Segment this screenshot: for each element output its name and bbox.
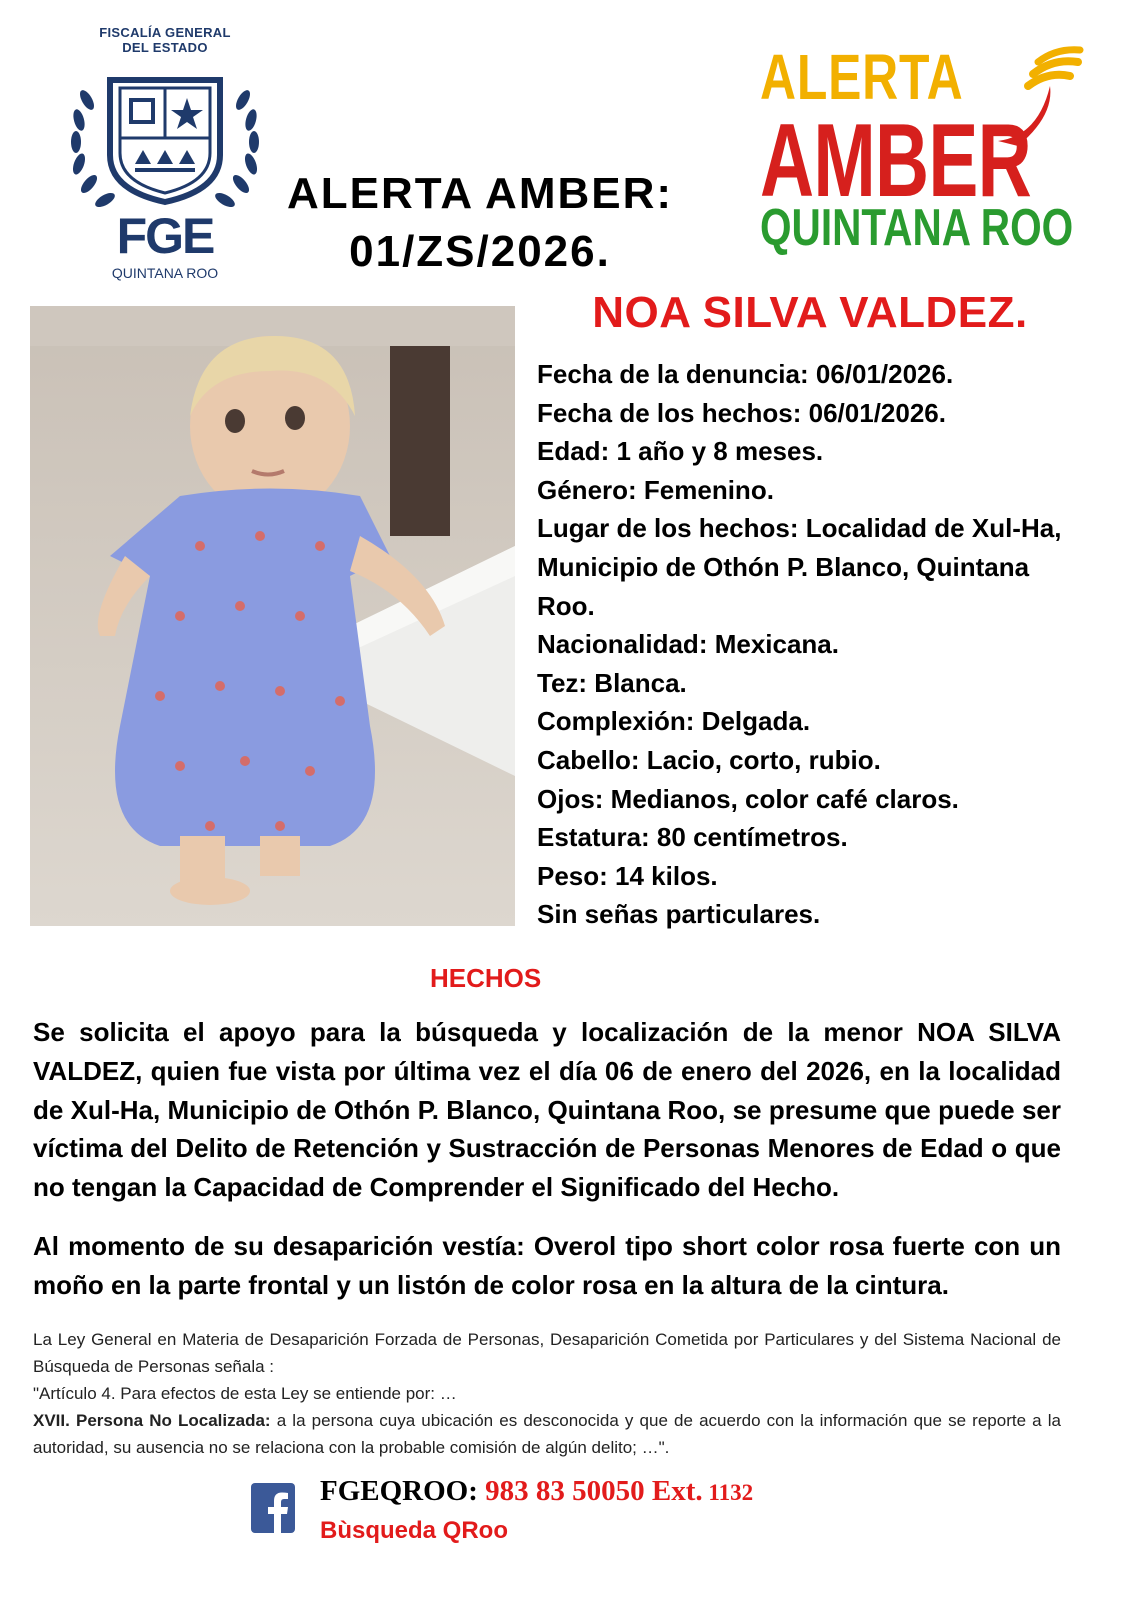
- hechos-paragraph-1: Se solicita el apoyo para la búsqueda y localización de la menor NOA SILVA VALDEZ, quien fue vista por última vez el día 06 de enero del 2026, en la localidad de Xul-Ha, Municipio de Othón P. Blanco, Quintana Roo, se presume que puede ser víctima del Delito de Retención y Sustracción de Personas Menores de Edad o que no tengan la Capacidad de Comprender el Significado del Hecho.: [33, 1017, 1061, 1203]
- detail-marks: Sin señas particulares.: [537, 899, 821, 930]
- detail-place-line3: Roo.: [537, 590, 595, 621]
- detail-complexion-color: Tez: Blanca.: [537, 667, 687, 698]
- facebook-icon: [251, 1483, 295, 1533]
- hechos-heading: HECHOS: [430, 963, 542, 993]
- detail-eyes: Ojos: Medianos, color café claros.: [537, 783, 959, 814]
- legal-definition: a la persona cuya ubicación es desconocida y que de acuerdo con la información que se reporte a la autoridad, su ausencia no se relaciona con la probable comisión de algún delito; …".: [33, 1411, 1061, 1457]
- detail-gender: Género: Femenino.: [537, 474, 774, 505]
- contact-extension: 1132: [702, 1480, 754, 1505]
- facebook-page-name[interactable]: Bùsqueda QRoo: [320, 1517, 509, 1544]
- detail-place-line1: Lugar de los hechos: Localidad de Xul-Ha,: [537, 513, 1062, 544]
- legal-notice: [33, 1326, 1061, 1461]
- legal-term: XVII. Persona No Localizada:: [33, 1411, 271, 1430]
- missing-child-photo: [30, 306, 515, 926]
- detail-nationality: Nacionalidad: Mexicana.: [537, 629, 839, 660]
- detail-age: Edad: 1 año y 8 meses.: [537, 436, 824, 467]
- contact-phone[interactable]: 983 83 50050 Ext.: [477, 1475, 703, 1507]
- detail-report-date: Fecha de la denuncia: 06/01/2026.: [537, 359, 954, 389]
- legal-article: "Artículo 4. Para efectos de esta Ley se entiende por: …: [33, 1384, 457, 1403]
- legal-definition-block: [33, 1407, 1061, 1461]
- contact-line: [320, 1475, 753, 1508]
- detail-weight: Peso: 14 kilos.: [537, 860, 718, 891]
- person-name: NOA SILVA VALDEZ.: [592, 288, 1028, 337]
- fge-state: QUINTANA ROO: [111, 265, 219, 281]
- amber-logo-amber: AMBER: [760, 103, 1031, 219]
- hechos-paragraph-2: Al momento de su desaparición vestía: Overol tipo short color rosa fuerte con un moño en la parte frontal y un listón de color rosa en la altura de la cintura.: [33, 1231, 1061, 1300]
- detail-height: Estatura: 80 centímetros.: [537, 822, 848, 853]
- person-details: [537, 355, 1107, 934]
- alerta-amber-logo: [760, 40, 1100, 270]
- fge-logo: [60, 25, 270, 285]
- laurel-shield-icon: [65, 60, 265, 210]
- detail-build: Complexión: Delgada.: [537, 706, 811, 737]
- alert-title-line2: 01/ZS/2026.: [349, 227, 611, 276]
- alert-title-line1: ALERTA AMBER:: [286, 169, 674, 218]
- alert-title: [270, 165, 690, 281]
- contact-org: FGEQROO:: [320, 1475, 478, 1507]
- legal-intro: La Ley General en Materia de Desaparición Forzada de Personas, Desaparición Cometida por Particulares y del Sistema Nacional de Búsqueda de Personas señala :: [33, 1330, 1061, 1376]
- detail-hair: Cabello: Lacio, corto, rubio.: [537, 744, 881, 775]
- detail-place-line2: Municipio de Othón P. Blanco, Quintana: [537, 551, 1030, 582]
- fge-logo-line2: DEL ESTADO: [122, 40, 208, 55]
- detail-event-date: Fecha de los hechos: 06/01/2026.: [537, 397, 946, 428]
- amber-logo-alerta: ALERTA: [760, 41, 964, 113]
- fge-logo-line1: FISCALÍA GENERAL: [99, 25, 231, 40]
- amber-logo-state: QUINTANA ROO: [760, 199, 1074, 257]
- fge-acronym: FGE: [116, 208, 214, 264]
